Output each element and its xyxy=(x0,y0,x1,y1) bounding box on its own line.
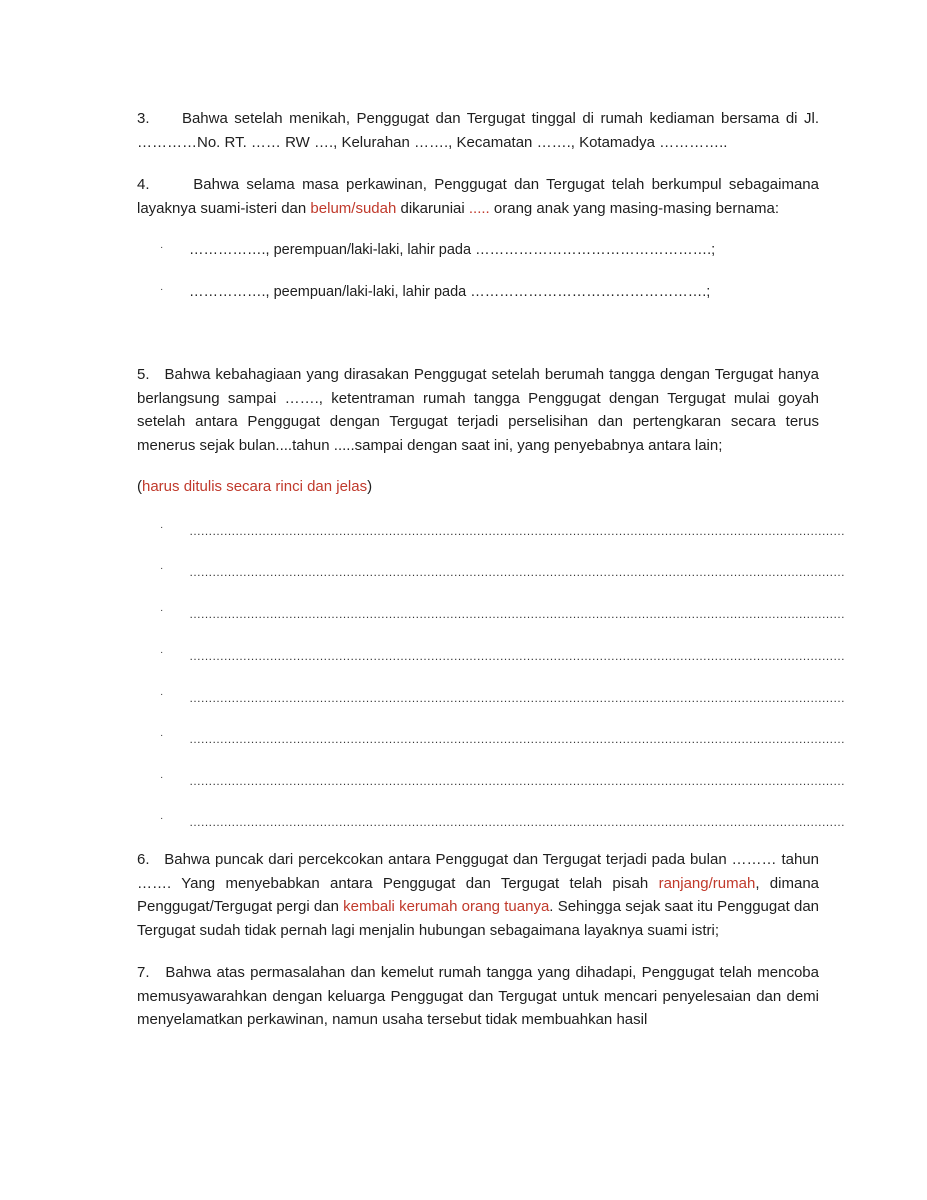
blank-line: ……………………………………………………………………………………………………………………………………………………… xyxy=(189,691,845,705)
blank-line: ……………………………………………………………………………………………………………………………………………………… xyxy=(189,524,845,538)
paragraph-6 xyxy=(137,848,819,942)
paragraph-4 xyxy=(137,173,819,220)
blank-line: ……………………………………………………………………………………………………………………………………………………… xyxy=(189,732,845,746)
paragraph-text: dikaruniai xyxy=(396,199,469,217)
bullet-icon: · xyxy=(160,522,164,533)
note-paren: ) xyxy=(367,478,373,495)
bullet-icon: · xyxy=(160,772,164,783)
paragraph-text: orang anak yang masing-masing bernama: xyxy=(489,199,780,217)
paragraph-text: Bahwa puncak dari percekcokan antara Penggugat dan Tergugat terjadi pada bulan ……… tahun ……. Yang menyebabkan antara Penggugat dan Tergugat telah pisah xyxy=(137,851,819,892)
note-paren: ( xyxy=(137,478,142,495)
blank-line: ……………………………………………………………………………………………………………………………………………………… xyxy=(189,774,845,788)
paragraph-text: Bahwa atas permasalahan dan kemelut rumah tangga yang dihadapi, Penggugat telah mencoba memusyawarahkan dengan keluarga Penggugat dan Tergugat untuk mencari penyelesaian dan demi menyelamatkan perkawinan, namun usaha tersebut tidak membuahkan hasil xyxy=(137,964,819,1028)
note-text: harus ditulis secara rinci dan jelas xyxy=(142,478,368,495)
paragraph-number: 4. xyxy=(137,176,150,193)
paragraph-5 xyxy=(137,363,819,457)
bullet-icon: · xyxy=(160,563,164,574)
blank-line: ……………………………………………………………………………………………………………………………………………………… xyxy=(189,607,845,621)
paragraph-text: Bahwa kebahagiaan yang dirasakan Penggugat setelah berumah tangga dengan Tergugat hanya berlangsung sampai ……., ketentraman rumah tangga Penggugat dengan Tergugat mulai goyah setelah antara Penggugat dengan Tergugat terjadi perselisihan dan pertengkaran secara terus menerus sejak bulan....tahun .....sampai dengan saat ini, yang penyebabnya antara lain; xyxy=(137,366,819,454)
paragraph-number: 7. xyxy=(137,964,150,981)
highlight-text: belum/sudah xyxy=(310,199,397,217)
instruction-note xyxy=(137,477,372,497)
paragraph-text: , dimana Penggugat/Tergugat pergi dan xyxy=(137,874,819,915)
paragraph-number: 6. xyxy=(137,851,150,868)
highlight-text: kembali kerumah orang tuanya xyxy=(343,898,550,915)
child-entry: ……………., perempuan/laki-laki, lahir pada ………………………………………….; xyxy=(189,242,716,258)
paragraph-number: 3. xyxy=(137,110,150,127)
bullet-icon: · xyxy=(160,605,164,616)
paragraph-number: 5. xyxy=(137,366,150,383)
child-list-item xyxy=(160,240,716,260)
paragraph-3 xyxy=(137,107,819,154)
paragraph-text: . Sehingga sejak saat itu Penggugat dan Tergugat sudah tidak pernah lagi menjalin hubungan sebagaimana layaknya suami istri; xyxy=(137,898,820,939)
paragraph-text: Bahwa selama masa perkawinan, Penggugat dan Tergugat telah berkumpul sebagaimana layaknya suami-isteri dan xyxy=(137,176,819,217)
paragraph-7 xyxy=(137,961,819,1032)
bullet-icon: · xyxy=(160,689,164,700)
bullet-icon: · xyxy=(160,242,164,253)
bullet-icon: · xyxy=(160,813,164,824)
highlight-text: ..... xyxy=(468,199,490,217)
highlight-text: ranjang/rumah xyxy=(658,874,756,892)
bullet-icon: · xyxy=(160,647,164,658)
blank-line: ……………………………………………………………………………………………………………………………………………………… xyxy=(189,565,845,579)
paragraph-text: Bahwa setelah menikah, Penggugat dan Tergugat tinggal di rumah kediaman bersama di Jl. …………No. RT. …… RW …., Kelurahan ……., Kecamatan ……., Kotamadya ………….. xyxy=(137,110,819,151)
bullet-icon: · xyxy=(160,284,164,295)
child-list-item xyxy=(160,282,711,302)
blank-line: ……………………………………………………………………………………………………………………………………………………… xyxy=(189,815,845,829)
bullet-icon: · xyxy=(160,730,164,741)
blank-line: ……………………………………………………………………………………………………………………………………………………… xyxy=(189,649,845,663)
child-entry: ……………., peempuan/laki-laki, lahir pada ………………………………………….; xyxy=(189,284,711,300)
